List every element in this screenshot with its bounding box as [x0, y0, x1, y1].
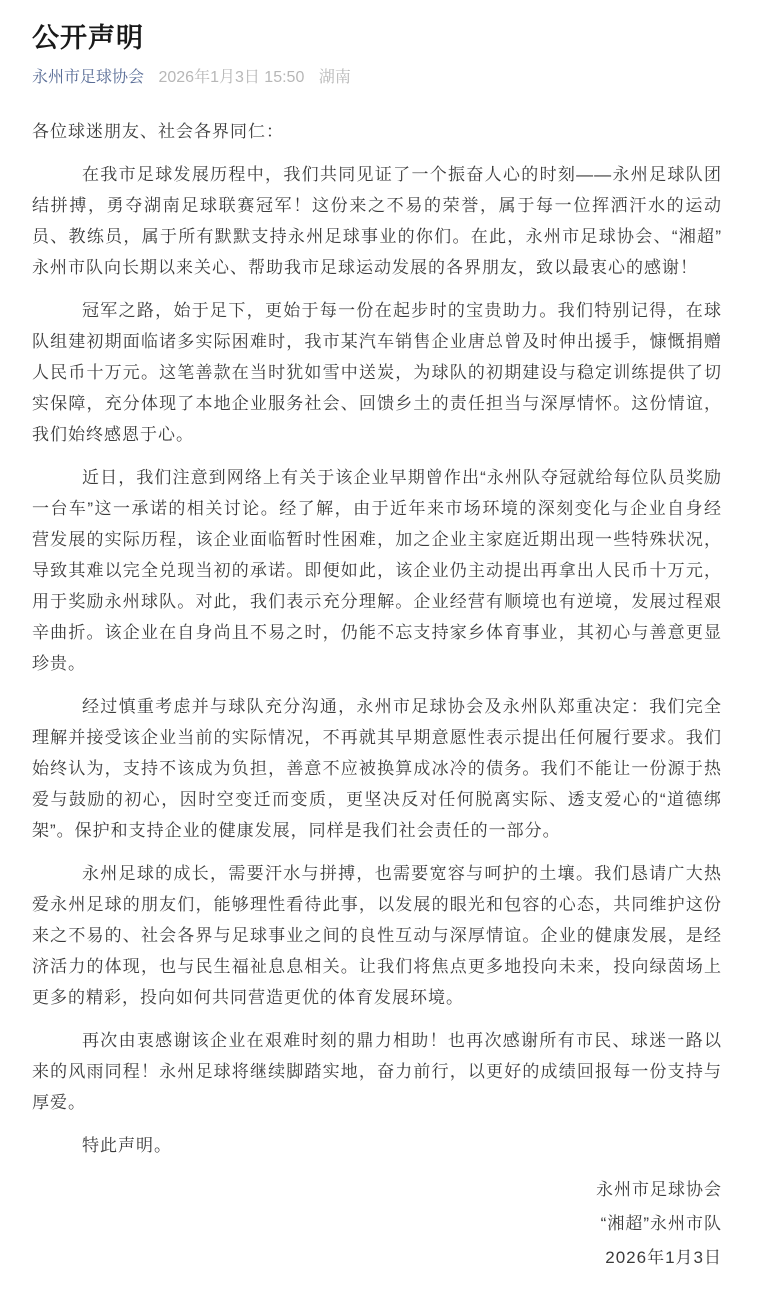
paragraph-5: 永州足球的成长，需要汗水与拼搏，也需要宽容与呵护的土壤。我们恳请广大热爱永州足球的朋友们，能够理性看待此事，以发展的眼光和包容的心态，共同维护这份来之不易的、社会各界与足球事业之间的良性互动与深厚情谊。企业的健康发展，是经济活力的体现，也与民生福祉息息相关。让我们将焦点更多地投向未来，投向绿茵场上更多的精彩，投向如何共同营造更优的体育发展环境。 — [32, 864, 722, 1007]
signature-date: 2026年1月3日 — [605, 1248, 722, 1267]
paragraph-3: 近日，我们注意到网络上有关于该企业早期曾作出“永州队夺冠就给每位队员奖励一台车”这一承诺的相关讨论。经了解，由于近年来市场环境的深刻变化与企业自身经营发展的实际历程，该企业面临暂时性困难，加之企业主家庭近期出现一些特殊状况，导致其难以完全兑现当初的承诺。即便如此，该企业仍主动提出再拿出人民币十万元，用于奖励永州球队。对此，我们表示充分理解。企业经营有顺境也有逆境，发展过程艰辛曲折。该企业在自身尚且不易之时，仍能不忘支持家乡体育事业，其初心与善意更显珍贵。 — [32, 468, 722, 673]
article-body — [32, 116, 722, 1161]
signature-block — [32, 1173, 722, 1275]
statement-closing: 特此声明。 — [82, 1136, 172, 1155]
paragraph-6: 再次由衷感谢该企业在艰难时刻的鼎力相助！也再次感谢所有市民、球迷一路以来的风雨同程！永州足球将继续脚踏实地，奋力前行，以更好的成绩回报每一份支持与厚爱。 — [32, 1031, 722, 1112]
page-title: 公开声明 — [32, 23, 144, 53]
signature-org: 永州市足球协会 — [596, 1180, 722, 1199]
signature-team: “湘超”永州市队 — [600, 1214, 722, 1233]
publish-location: 湖南 — [318, 69, 351, 86]
salutation: 各位球迷朋友、社会各界同仁： — [32, 122, 284, 141]
article-page — [0, 20, 762, 1294]
publish-date: 2026年1月3日 15:50 — [158, 69, 305, 86]
paragraph-4: 经过慎重考虑并与球队充分沟通，永州市足球协会及永州队郑重决定：我们完全理解并接受该企业当前的实际情况，不再就其早期意愿性表示提出任何履行要求。我们始终认为，支持不该成为负担，善意不应被换算成冰冷的债务。我们不能让一份源于热爱与鼓励的初心，因时空变迁而变质，更坚决反对任何脱离实际、透支爱心的“道德绑架”。保护和支持企业的健康发展，同样是我们社会责任的一部分。 — [32, 697, 722, 840]
paragraph-1: 在我市足球发展历程中，我们共同见证了一个振奋人心的时刻——永州足球队团结拼搏，勇夺湖南足球联赛冠军！这份来之不易的荣誉，属于每一位挥洒汗水的运动员、教练员，属于所有默默支持永州足球事业的你们。在此，永州市足球协会、“湘超”永州市队向长期以来关心、帮助我市足球运动发展的各界朋友，致以最衷心的感谢！ — [32, 165, 722, 277]
byline — [32, 67, 722, 89]
author-account-link[interactable]: 永州市足球协会 — [32, 69, 145, 86]
paragraph-2: 冠军之路，始于足下，更始于每一份在起步时的宝贵助力。我们特别记得，在球队组建初期面临诸多实际困难时，我市某汽车销售企业唐总曾及时伸出援手，慷慨捐赠人民币十万元。这笔善款在当时犹如雪中送炭，为球队的初期建设与稳定训练提供了切实保障，充分体现了本地企业服务社会、回馈乡土的责任担当与深厚情怀。这份情谊，我们始终感恩于心。 — [32, 301, 722, 444]
